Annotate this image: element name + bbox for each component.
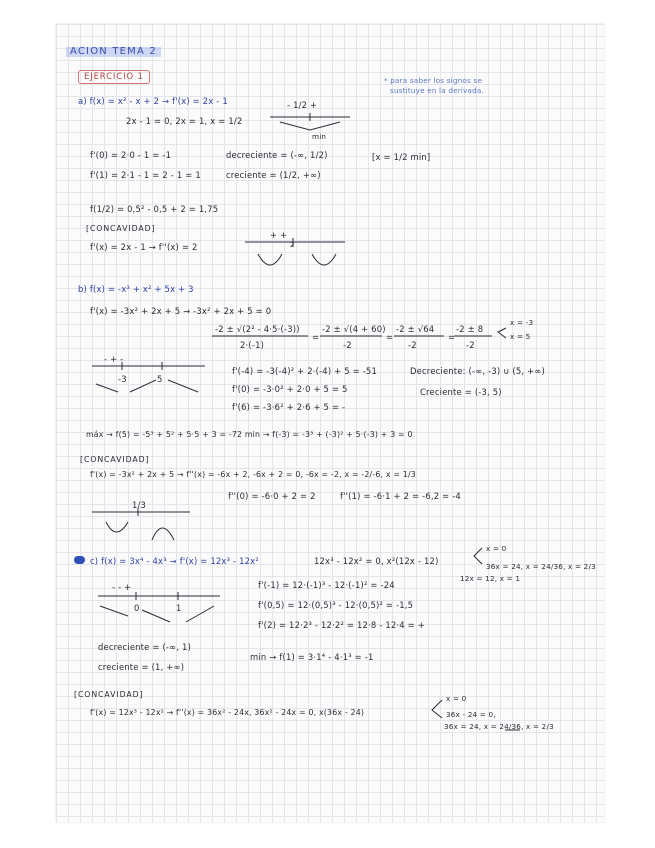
a-f0: f'(0) = 2·0 - 1 = -1 <box>90 150 172 160</box>
c-sign-signs: - - + <box>112 582 132 592</box>
b-eq-1: = <box>312 332 320 342</box>
c-concav-header: [CONCAVIDAD] <box>74 690 144 699</box>
a-decreciente: decreciente = (-∞, 1/2) <box>226 150 328 160</box>
b-derivative: f'(x) = -3x² + 2x + 5 → -3x² + 2x + 5 = 0 <box>90 306 272 316</box>
b-eq-3: = <box>448 332 456 342</box>
b-f0: f'(0) = -3·0² + 2·0 + 5 = 5 <box>232 384 348 394</box>
a-concav-header: [CONCAVIDAD] <box>86 224 156 233</box>
b-frac3-num: -2 ± √64 <box>396 324 435 334</box>
b-fm4: f'(-4) = -3(-4)² + 2·(-4) + 5 = -51 <box>232 366 377 376</box>
a-min-label: min <box>312 132 327 141</box>
b-root-1: x = -3 <box>510 318 534 327</box>
c-point-1: 0 <box>134 603 140 613</box>
b-function: b) f(x) = -x³ + x² + 5x + 3 <box>78 284 194 294</box>
c-branch-bot: 36x = 24, x = 24/36, x = 2/3 <box>486 562 596 571</box>
b-arrow-3 <box>168 380 198 392</box>
c-point-2: 1 <box>176 603 182 613</box>
c-f2: f'(2) = 12·2³ - 12·2² = 12·8 - 12·4 = + <box>258 620 425 630</box>
a-concav-zero: 2 <box>290 240 295 249</box>
b-root-2: x = 5 <box>510 332 531 341</box>
a-solve: 2x - 1 = 0, 2x = 1, x = 1/2 <box>126 116 243 126</box>
b-frac4-num: -2 ± 8 <box>456 324 484 334</box>
b-frac2-den: -2 <box>343 340 352 350</box>
b-quad-num: -2 ± √(2² - 4·5·(-3)) <box>215 324 300 334</box>
a-function: a) f(x) = x² - x + 2 → f'(x) = 2x - 1 <box>78 96 228 106</box>
a-f1: f'(1) = 2·1 - 1 = 2 - 1 = 1 <box>90 170 201 180</box>
a-concav-marks: + + <box>270 230 288 240</box>
b-point-1: -3 <box>118 374 127 384</box>
b-quad-den: 2·(-1) <box>240 340 265 350</box>
b-sign-signs: - + - <box>104 354 124 364</box>
a-concave-up-1 <box>258 254 282 265</box>
c-concav-branch-top: x = 0 <box>446 694 467 703</box>
c-branch-res: 12x = 12, x = 1 <box>460 574 521 583</box>
c-creciente: creciente = (1, +∞) <box>98 662 185 672</box>
c-concav-line: f'(x) = 12x³ - 12x² → f''(x) = 36x² - 24x, 36x² - 24x = 0, x(36x - 24) <box>90 708 365 717</box>
c-f05: f'(0,5) = 12·(0,5)³ - 12·(0,5)² = -1,5 <box>258 600 414 610</box>
c-arrow-2 <box>142 610 170 622</box>
c-arrow-1 <box>100 606 128 616</box>
b-decreciente: Decreciente: (-∞, -3) ∪ (5, +∞) <box>410 366 545 376</box>
c-decreciente: decreciente = (-∞, 1) <box>98 642 192 652</box>
b-concav-point: 1/3 <box>132 500 147 510</box>
a-value: f(1/2) = 0,5² - 0,5 + 2 = 1,75 <box>90 204 219 214</box>
c-arrow-3 <box>186 606 214 622</box>
a-creciente: creciente = (1/2, +∞) <box>226 170 321 180</box>
b-frac4-den: -2 <box>466 340 475 350</box>
a-concav-line: f'(x) = 2x - 1 → f''(x) = 2 <box>90 242 198 252</box>
c-min: min → f(1) = 3·1⁴ - 4·1³ = -1 <box>250 652 374 662</box>
b-arrow-2 <box>130 380 156 392</box>
c-branch-top: x = 0 <box>486 544 507 553</box>
b-branch-brace <box>498 328 506 338</box>
b-concav-f0: f''(0) = -6·0 + 2 = 2 <box>228 491 316 501</box>
b-frac3-den: -2 <box>408 340 417 350</box>
side-note-line-1: * para saber los signos se <box>384 76 482 85</box>
c-function: c) f(x) = 3x⁴ - 4x³ → f'(x) = 12x³ - 12x² <box>90 556 259 566</box>
b-concav-f1: f''(1) = -6·1 + 2 = -6,2 = -4 <box>340 491 461 501</box>
a-sign-top: - 1/2 + <box>287 100 318 110</box>
c-fm1: f'(-1) = 12·(-1)³ - 12·(-1)² = -24 <box>258 580 395 590</box>
a-min-note: [x = 1/2 min] <box>372 152 431 162</box>
b-f6: f'(6) = -3·6² + 2·6 + 5 = - <box>232 402 346 412</box>
b-concav-line: f'(x) = -3x² + 2x + 5 → f''(x) = -6x + 2, -6x + 2 = 0, -6x = -2, x = -2/-6, x = 1/3 <box>90 470 416 479</box>
b-concav-header: [CONCAVIDAD] <box>80 455 150 464</box>
side-note-line-2: sustituye en la derivada. <box>390 86 484 95</box>
c-factor: 12x³ - 12x² = 0, x²(12x - 12) <box>314 556 439 566</box>
b-point-2: 5 <box>157 374 163 384</box>
a-concave-up-2 <box>312 254 336 265</box>
b-maxmin: máx → f(5) = -5³ + 5² + 5·5 + 3 = -72 min → f(-3) = -3³ + (-3)² + 5·(-3) + 3 = 0 <box>86 430 413 439</box>
b-concave-up <box>106 522 128 532</box>
b-eq-2: = <box>386 332 394 342</box>
page-title: ACION TEMA 2 <box>66 47 161 57</box>
b-concave-down <box>152 528 174 540</box>
exercise-label: EJERCICIO 1 <box>78 70 150 84</box>
c-branch-brace <box>474 548 482 564</box>
b-frac2-num: -2 ± √(4 + 60) <box>322 324 386 334</box>
c-concav-brace <box>432 700 442 718</box>
b-creciente: Creciente = (-3, 5) <box>420 387 502 397</box>
b-arrow-1 <box>96 384 118 392</box>
a-decrease-arrow <box>280 122 340 130</box>
c-concav-branch-mid: 36x - 24 = 0, <box>446 710 496 719</box>
c-concav-branch-bot: 36x = 24, x = 24/36, x = 2/3 <box>444 722 554 731</box>
